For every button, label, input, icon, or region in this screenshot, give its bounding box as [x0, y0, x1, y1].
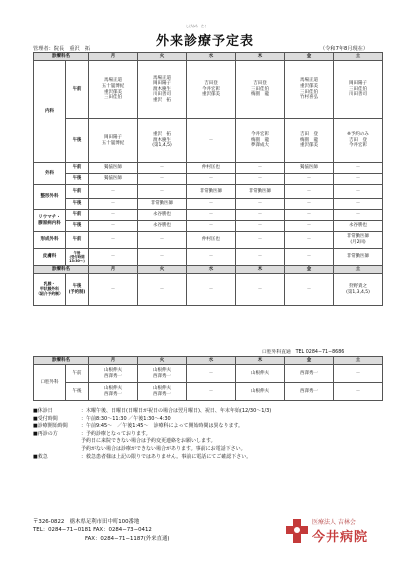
surgery-pm-row — [34, 174, 383, 185]
doctor-cell: － — [138, 185, 187, 199]
dept-rheumatology: リウマチ・ 膠原病内科 — [34, 210, 66, 232]
day-header: 木 — [236, 266, 285, 274]
doctor-cell: － — [187, 174, 236, 185]
doctor-cell: － — [285, 232, 334, 249]
doctor-cell: 永谷勝也 — [138, 221, 187, 232]
dept-column-header: 診療科名 — [34, 53, 89, 61]
rheum-pm-row — [34, 221, 383, 232]
day-header: 土 — [334, 357, 383, 365]
session-label: 午前 — [66, 61, 89, 119]
doctor-cell: － — [89, 221, 138, 232]
doctor-cell: 獨協医師 — [89, 174, 138, 185]
doctor-cell: － — [89, 232, 138, 249]
session-label: 午後 (予約制) — [66, 274, 89, 306]
session-label: 午後 — [66, 221, 89, 232]
ortho-pm-row — [34, 199, 383, 210]
note-label: ■救急 — [33, 453, 48, 460]
doctor-cell: － — [236, 163, 285, 174]
session-label: 午前 — [66, 163, 89, 174]
doctor-cell: － — [138, 163, 187, 174]
doctor-cell: － — [89, 210, 138, 221]
note-start-time — [33, 423, 385, 431]
session-label: 午後 — [66, 199, 89, 210]
doctor-cell: － — [285, 274, 334, 306]
day-header: 金 — [285, 266, 334, 274]
doctor-cell: － — [285, 210, 334, 221]
doctor-cell: － — [236, 274, 285, 306]
session-label: 午後 — [66, 174, 89, 185]
note-closed-days — [33, 408, 385, 416]
plastic-am-row — [34, 232, 383, 249]
doctor-cell: 西澤秀一 — [285, 383, 334, 401]
session-label: 午前 — [66, 210, 89, 221]
doctor-cell: － — [187, 199, 236, 210]
dept-column-header: 診療科名 — [34, 266, 89, 274]
doctor-cell: － — [285, 199, 334, 210]
day-header: 火 — [138, 266, 187, 274]
oral-surgery-phone: 口腔外科直通 TEL 0284−71−8686 — [262, 350, 345, 355]
doctor-cell: 吉田登 三田佳伯 梅園 龍 — [236, 61, 285, 119]
dept-plastic-surgery: 形成外科 — [34, 232, 66, 249]
session-label: 午前 — [66, 185, 89, 199]
doctor-cell: 山根伸夫 西澤秀一 — [89, 383, 138, 401]
footer-address — [33, 518, 169, 543]
title-ruby: しげみち たく — [186, 24, 208, 28]
day-header: 土 — [334, 53, 383, 61]
ortho-am-row — [34, 185, 383, 199]
session-label: 午後 (受付時間13:30〜) — [66, 249, 89, 266]
note-emergency — [33, 454, 385, 462]
note-value: 予約がない場合は診療ができない場合があります。事前にお電話下さい。 — [81, 445, 246, 452]
doctor-cell: － — [138, 274, 187, 306]
hospital-name: 今井病院 — [312, 530, 369, 545]
oral-header-row — [34, 357, 383, 365]
dept-orthopedics: 整形外科 — [34, 185, 66, 210]
outpatient-schedule-table — [33, 52, 383, 306]
doctor-cell: 馬場正道 岡田陽子 渡木慶生 川田善司 重沢 拓 — [138, 61, 187, 119]
note-value: ：午前8:30〜11:30 ／午後1:30〜4:30 — [81, 415, 171, 422]
doctor-cell: － — [187, 383, 236, 401]
doctor-cell: 仲村匡也 — [187, 163, 236, 174]
doctor-cell: － — [334, 185, 383, 199]
day-header: 木 — [236, 357, 285, 365]
doctor-cell: － — [187, 274, 236, 306]
doctor-cell: 仲村匡也 — [187, 232, 236, 249]
doctor-cell: － — [89, 249, 138, 266]
doctor-cell: 獨協医師 — [285, 163, 334, 174]
doctor-cell: 非常勤医師 — [236, 185, 285, 199]
note-label: ■診療開始時間 — [33, 423, 68, 430]
postal-address: 〒326-0822 栃木県足利市田中町100番地 — [33, 519, 140, 525]
doctor-cell: 永谷勝也 — [138, 210, 187, 221]
doctor-cell: － — [236, 232, 285, 249]
session-label: 午前 — [66, 365, 89, 383]
doctor-cell: 山根伸夫 — [236, 383, 285, 401]
doctor-cell: － — [236, 199, 285, 210]
schedule-header-row — [34, 53, 383, 61]
as-of-date: （令和7年8月現在） — [320, 46, 369, 52]
note-return-visits-cont-1 — [33, 438, 385, 446]
day-header: 月 — [89, 53, 138, 61]
doctor-cell: 馬場正道 五十嵐博紀 重沢郁美 三田佳伯 — [89, 61, 138, 119]
dept-dermatology: 皮膚科 — [34, 249, 66, 266]
doctor-cell: － — [285, 174, 334, 185]
note-value: ：午前9:45〜 ／午後1:45〜 診療科によって開始時間は異なります。 — [81, 423, 244, 430]
note-label: ■休診日 — [33, 408, 53, 414]
session-label: 午後 — [66, 119, 89, 163]
doctor-cell: － — [138, 232, 187, 249]
doctor-cell: 今井宏彰 梅園 龍 夢澤成大 — [236, 119, 285, 163]
doctor-cell: 吉田 登 梅園 龍 重沢郁美 — [285, 119, 334, 163]
doctor-cell: － — [236, 174, 285, 185]
oral-pm-row — [34, 383, 383, 401]
doctor-cell: － — [187, 210, 236, 221]
doctor-cell: － — [285, 221, 334, 232]
doctor-cell: － — [89, 274, 138, 306]
doctor-cell: 山根伸夫 西澤秀一 — [89, 365, 138, 383]
note-value: ：救急患者様は上記の限りではありません。事前に電話にてご確認下さい。 — [81, 453, 252, 460]
day-header: 水 — [187, 357, 236, 365]
internal-pm-row — [34, 119, 383, 163]
session-label: 午前 — [66, 232, 89, 249]
day-header: 月 — [89, 266, 138, 274]
hospital-logo — [286, 514, 386, 554]
doctor-cell: － — [236, 249, 285, 266]
doctor-cell: － — [334, 210, 383, 221]
doctor-cell: 馬場正道 重沢郁美 三田佳伯 竹村喜弘 — [285, 61, 334, 119]
dept-breast-thyroid-surgery: 乳腺・ 甲状腺外科 （紹介予約制） — [34, 274, 66, 306]
phone-fax: TEL：0284−71−0181 FAX：0284−73−0412 — [33, 527, 152, 534]
day-header: 水 — [187, 266, 236, 274]
doctor-cell: － — [236, 210, 285, 221]
doctor-cell: 非常勤医師 — [187, 185, 236, 199]
doctor-cell: 西澤秀一 — [285, 365, 334, 383]
note-value: ：木曜午後、日曜日(日曜日が祝日の場合は翌月曜日)、祝日、年末年始(12/30〜1/3) — [81, 408, 272, 414]
note-value: ：予約診療となっております。 — [81, 430, 151, 437]
dept-oral-surgery: 口腔外科 — [34, 365, 66, 401]
doctor-cell: － — [334, 163, 383, 174]
hospital-cross-icon — [286, 518, 308, 544]
internal-am-row — [34, 61, 383, 119]
note-label: ■再診の方 — [33, 430, 58, 437]
doctor-cell: 重沢 拓 渡木慶生 (第1,4,5) — [138, 119, 187, 163]
session-label: 午後 — [66, 383, 89, 401]
doctor-cell: － — [89, 199, 138, 210]
schedule-header-row-2 — [34, 266, 383, 274]
doctor-cell: － — [285, 185, 334, 199]
doctor-cell: － — [334, 365, 383, 383]
doctor-cell: 狩野貴之 (第1,3,4,5) — [334, 274, 383, 306]
day-header: 金 — [285, 357, 334, 365]
day-header: 木 — [236, 53, 285, 61]
note-value: 予約日に来院できない場合は予約変更連絡をお願いします。 — [81, 438, 216, 445]
surgery-am-row — [34, 163, 383, 174]
outpatient-fax: FAX：0284−71−1187(外来直通) — [85, 535, 170, 542]
oral-am-row — [34, 365, 383, 383]
doctor-cell: 獨協医師 — [89, 163, 138, 174]
doctor-cell: － — [187, 249, 236, 266]
doctor-cell: 非常勤医師 (月2回) — [334, 232, 383, 249]
doctor-cell: － — [334, 199, 383, 210]
doctor-cell: 山根伸夫 — [236, 365, 285, 383]
day-header: 月 — [89, 357, 138, 365]
oral-surgery-table — [33, 356, 383, 401]
doctor-cell: － — [187, 119, 236, 163]
administrator-line: 管理者：院長 重沢 拓 — [33, 46, 91, 52]
day-header: 火 — [138, 357, 187, 365]
doctor-cell: 永谷勝也 — [334, 221, 383, 232]
doctor-cell: － — [285, 249, 334, 266]
dept-column-header: 診療科名 — [34, 357, 89, 365]
doctor-cell: － — [334, 383, 383, 401]
doctor-cell: － — [236, 221, 285, 232]
dept-surgery: 外科 — [34, 163, 66, 185]
note-label: ■受付時間 — [33, 415, 58, 422]
day-header: 土 — [334, 266, 383, 274]
day-header: 火 — [138, 53, 187, 61]
doctor-cell: ※予約のみ 吉田 登 今井宏彰 — [334, 119, 383, 163]
derm-pm-row — [34, 249, 383, 266]
note-return-visits-cont-2 — [33, 446, 385, 454]
doctor-cell: 非常勤医師 — [138, 199, 187, 210]
note-label — [33, 446, 81, 454]
dept-internal: 内科 — [34, 61, 66, 163]
doctor-cell: － — [187, 365, 236, 383]
page-title: 外来診療予定表 — [155, 34, 254, 49]
doctor-cell: － — [138, 174, 187, 185]
doctor-cell: 山根伸夫 西澤秀一 — [138, 365, 187, 383]
notes-section — [33, 408, 385, 461]
day-header: 金 — [285, 53, 334, 61]
breast-surgery-pm-row — [34, 274, 383, 306]
doctor-cell: 山根伸夫 西澤秀一 — [138, 383, 187, 401]
doctor-cell: 吉田登 今井宏彰 重沢郁美 — [187, 61, 236, 119]
doctor-cell: 非常勤医師 — [334, 249, 383, 266]
doctor-cell: － — [138, 249, 187, 266]
rheum-am-row — [34, 210, 383, 221]
note-label — [33, 438, 81, 446]
corporation-name: 医療法人 吉林会 — [312, 519, 356, 526]
doctor-cell: 岡田陽子 五十嵐博紀 — [89, 119, 138, 163]
doctor-cell: － — [334, 174, 383, 185]
doctor-cell: － — [89, 185, 138, 199]
doctor-cell: 岡田陽子 三田佳伯 川田善司 — [334, 61, 383, 119]
day-header: 水 — [187, 53, 236, 61]
doctor-cell: － — [187, 221, 236, 232]
